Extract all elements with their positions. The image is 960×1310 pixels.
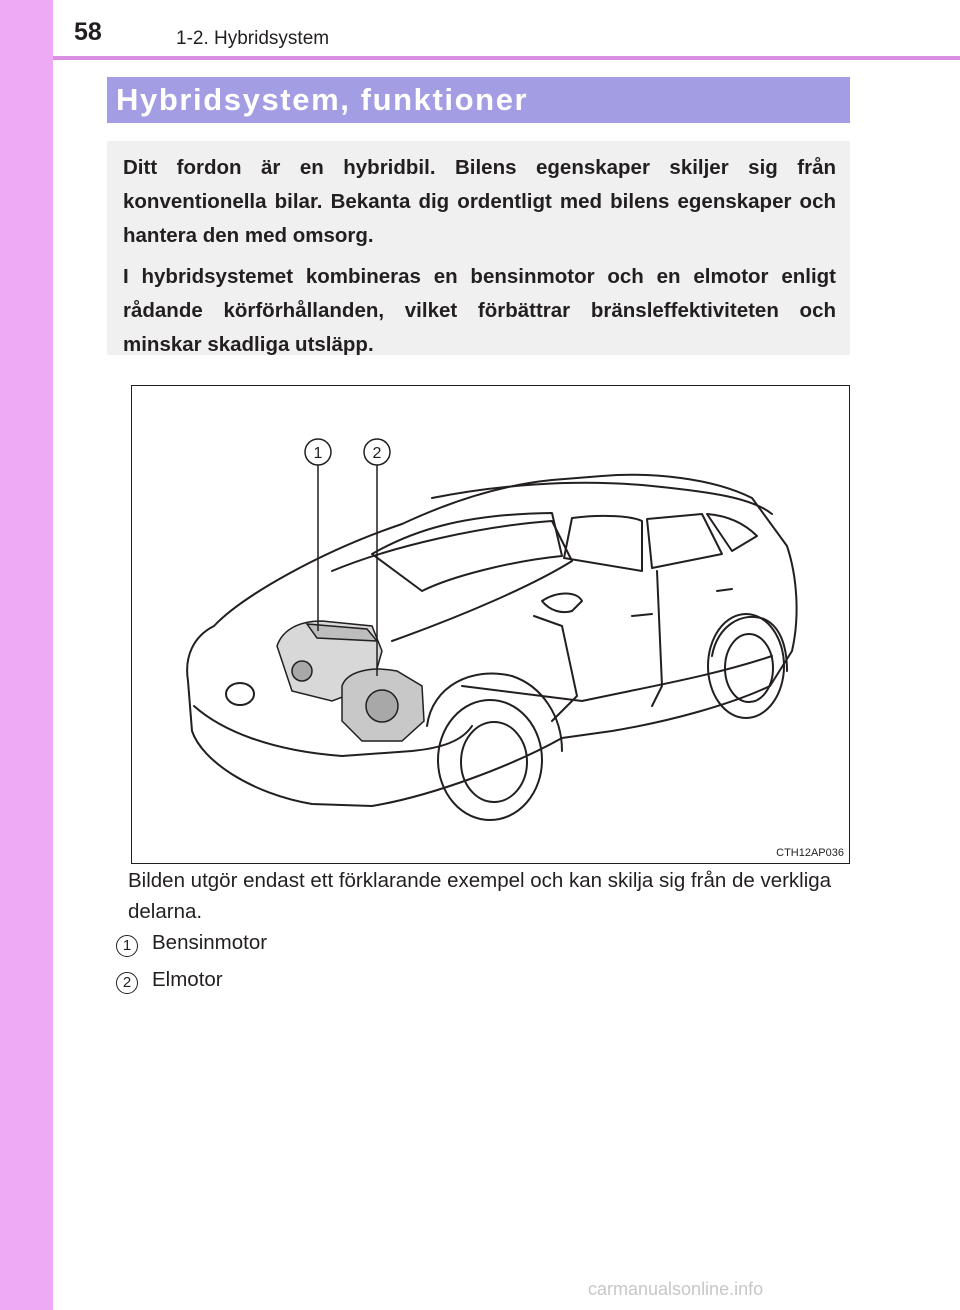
hood-line — [332, 521, 572, 641]
mirror — [542, 594, 582, 613]
title-bar — [107, 77, 850, 123]
front-door-window — [564, 516, 642, 571]
figure-code: CTH12AP036 — [776, 847, 844, 859]
roof-line — [432, 483, 772, 514]
legend-label-1: Bensinmotor — [152, 931, 268, 954]
callout-2 — [364, 439, 390, 465]
callout-1-label: 1 — [313, 445, 323, 462]
front-door-line — [534, 616, 577, 721]
engine-assembly — [277, 621, 424, 741]
legend-number-2: 2 — [116, 972, 138, 994]
figure-caption: Bilden utgör endast ett förklarande exempel och kan skilja sig från de verkliga delarna. — [128, 869, 832, 923]
door-handle-rear — [717, 589, 732, 591]
side-color-strip — [0, 0, 53, 1310]
legend-number-1: 1 — [116, 935, 138, 957]
intro-paragraph-1: Ditt fordon är en hybridbil. Bilens egenskaper skiljer sig från konventionella bilar. Bekanta dig ordentligt med bilens egenskaper och hantera den med omsorg. — [123, 156, 836, 247]
front-headlight — [226, 683, 254, 705]
section-title: 1-2. Hybridsystem — [176, 28, 330, 49]
rear-door-window — [647, 514, 722, 568]
door-handle-front — [632, 614, 652, 616]
page-number: 58 — [74, 18, 102, 46]
motor-hub — [366, 690, 398, 722]
car-body-outline — [187, 475, 796, 806]
header-divider — [53, 56, 960, 60]
engine-pulley — [292, 661, 312, 681]
page-title: Hybridsystem, funktioner — [116, 82, 529, 117]
car-drawing — [132, 386, 851, 865]
front-rim — [461, 722, 527, 802]
legend-label-2: Elmotor — [152, 968, 223, 991]
callout-1 — [305, 439, 331, 465]
intro-box — [107, 141, 850, 355]
rear-quarter-window — [707, 514, 757, 551]
callout-2-label: 2 — [372, 445, 382, 462]
intro-paragraph-2: I hybridsystemet kombineras en bensinmotor och en elmotor enligt rådande körförhållanden, vilket förbättrar bränsleffektiviteten och minskar skadliga utsläpp. — [123, 265, 836, 356]
front-wheel-arch — [427, 673, 562, 751]
car-illustration — [131, 385, 850, 864]
watermark: carmanualsonline.info — [588, 1279, 764, 1299]
